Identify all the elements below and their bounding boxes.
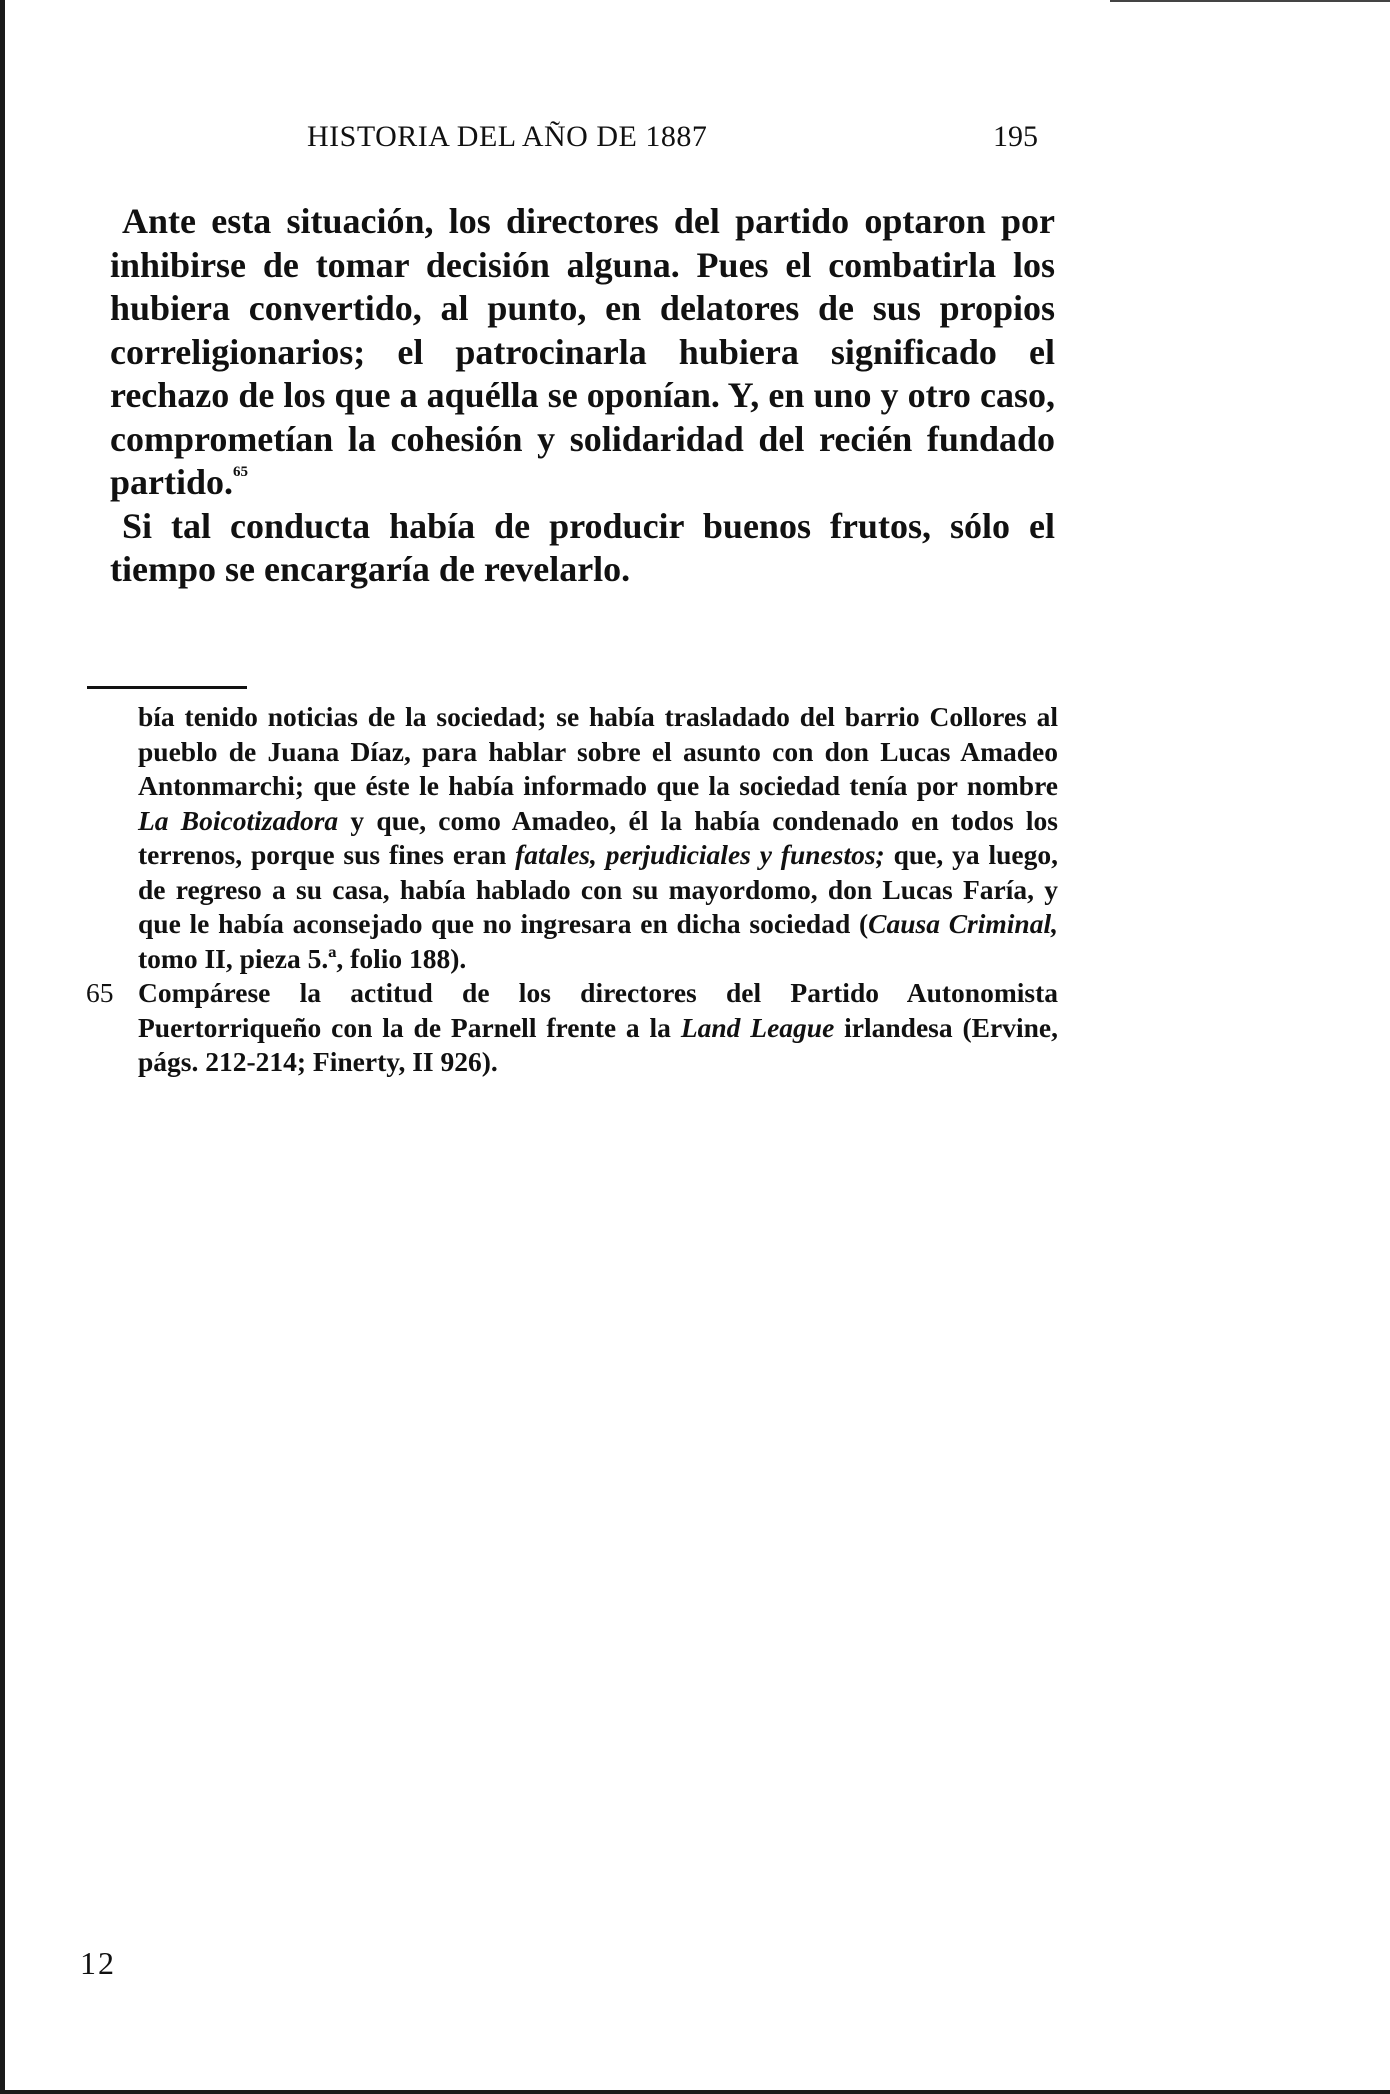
footnote-text: bía tenido noticias de la sociedad; se había trasladado del barrio Collores al pueblo de Juana Díaz, para hablar sobre el asunto con don Lucas Amadeo Antonmarchi; que éste le había informado que la sociedad tenía por nombre: [138, 701, 1058, 801]
footnote-italic: fatales, perjudiciales y funestos;: [515, 839, 885, 870]
paragraph: Si tal conducta había de producir buenos frutos, sólo el tiempo se encargaría de revelarlo.: [110, 505, 1055, 589]
main-text: [110, 200, 1055, 592]
footnote-text: irlandesa (Ervine, págs. 212-214; Finerty, II 926).: [138, 1011, 1058, 1077]
page-edge-bottom: [0, 2090, 1390, 2094]
note-reference: 65: [233, 464, 249, 480]
signature-mark: 12: [80, 1945, 116, 1981]
footnote-65: [86, 976, 1058, 1080]
paragraph-text: Ante esta situación, los directores del partido optaron por inhibirse de tomar decisión alguna. Pues el combatirla los hubiera convertido, al punto, en delatores de sus propios correligionarios; el patrocinarla hubiera significado el rechazo de los que a aquélla se oponían. Y, en uno y otro caso, comprometían la cohesión y solidaridad del recién fundado partido.: [110, 201, 1055, 502]
footnote-number: 65: [86, 977, 114, 1008]
footnote-text: y que, como Amadeo, él la había condenado en todos los terrenos, porque sus fines eran: [138, 804, 1059, 870]
page-edge-left: [0, 0, 5, 2094]
footnote-italic: Causa Criminal,: [868, 908, 1058, 939]
running-header: [0, 120, 1390, 160]
footnotes: [86, 700, 1059, 1080]
footnote-separator: [87, 686, 247, 689]
page-number: 195: [993, 120, 1038, 153]
footnote-text: tomo II, pieza 5.ª, folio 188).: [138, 942, 467, 974]
running-title: HISTORIA DEL AÑO DE 1887: [307, 120, 708, 153]
paragraph: [110, 200, 1055, 505]
footnote-italic: Land League: [680, 1011, 835, 1043]
footnote-italic: La Boicotizadora: [138, 804, 339, 836]
footnote-text: que, ya luego, de regreso a su casa, había hablado con su mayordomo, don Lucas Faría, y que le había aconsejado que no ingresara en dicha sociedad (: [138, 839, 1058, 939]
page-edge-top: [1110, 0, 1390, 2]
footnote-continued: [138, 700, 1058, 976]
footnote-text: Compárese la actitud de los directores del Partido Autonomista Puertorriqueño con la de Parnell frente a la: [138, 977, 1058, 1043]
